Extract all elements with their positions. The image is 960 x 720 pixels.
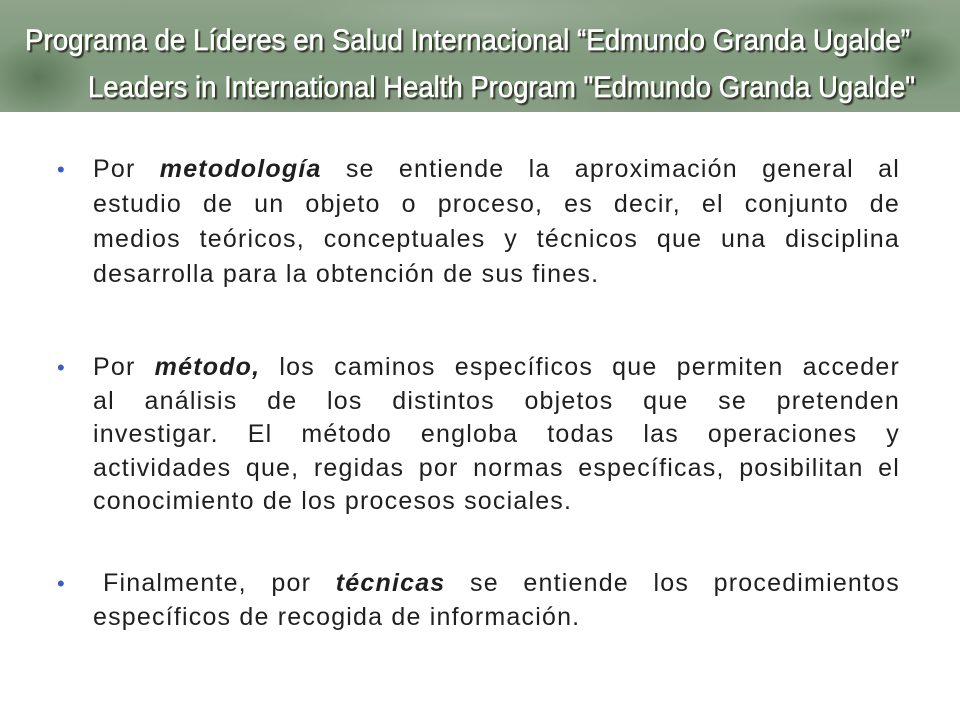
text-line: conocimiento de los procesos sociales.	[93, 487, 573, 515]
text-line: actividades que, regidas por normas específicas, posibilitan el	[93, 453, 900, 482]
text-segment: Finalmente, por	[103, 569, 336, 597]
bullet-marker: •	[57, 355, 66, 380]
text-line: medios teóricos, conceptuales y técnicos que una disciplina	[93, 225, 900, 253]
bullet-text	[93, 351, 900, 519]
header-titles	[0, 0, 960, 112]
text-segment: Por	[93, 353, 155, 381]
text-segment: se entiende los procedimientos	[445, 569, 900, 597]
text-line: investigar. El método engloba todas las operaciones y	[93, 420, 900, 448]
bullet-text	[93, 567, 900, 634]
text-line	[93, 567, 900, 601]
text-line: desarrolla para la obtención de sus fines.	[93, 260, 600, 288]
text-line: estudio de un objeto o proceso, es decir, el conjunto de	[93, 190, 900, 218]
text-line	[93, 152, 900, 187]
text-segment: los caminos específicos que permiten acceder	[260, 353, 900, 381]
text-line: al análisis de los distintos objetos que se pretenden	[93, 386, 900, 415]
text-line	[93, 351, 900, 385]
emphasis-term: método,	[154, 353, 261, 381]
text-segment: Por	[93, 155, 160, 183]
bullet-marker: •	[57, 157, 66, 182]
title-spanish: Programa de Líderes en Salud Internacional “Edmundo Granda Ugalde”	[25, 24, 910, 57]
title-english: Leaders in International Health Program "Edmundo Granda Ugalde"	[88, 71, 915, 104]
text-segment: se entiende la aproximación general al	[321, 155, 900, 183]
header-banner	[0, 0, 960, 112]
text-line: específicos de recogida de información.	[93, 602, 581, 631]
bullet-text	[93, 152, 900, 292]
bullet-marker: •	[57, 571, 66, 596]
emphasis-term: metodología	[159, 155, 322, 183]
emphasis-term: técnicas	[335, 569, 446, 597]
